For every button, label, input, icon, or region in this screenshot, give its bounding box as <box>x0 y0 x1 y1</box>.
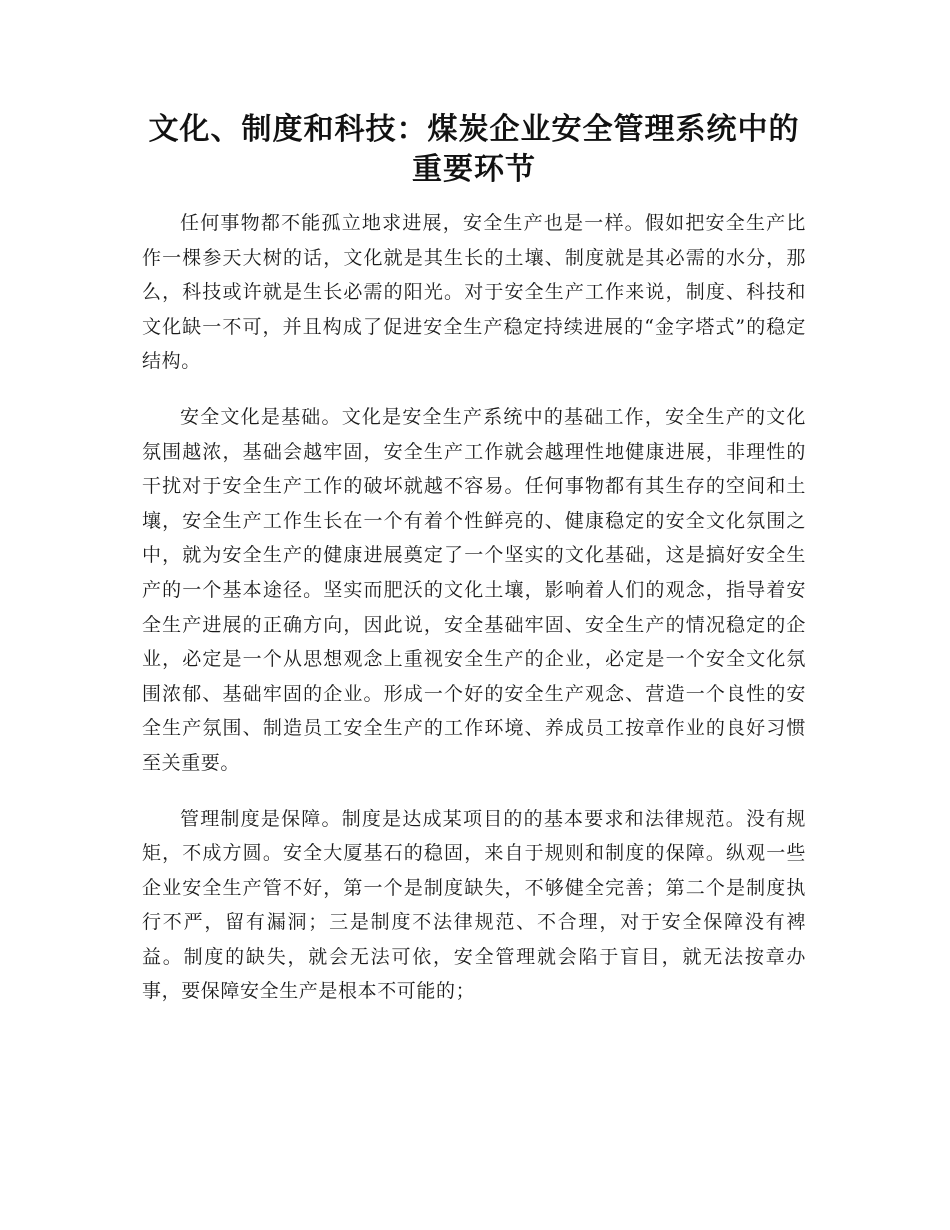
paragraph-intro: 任何事物都不能孤立地求进展，安全生产也是一样。假如把安全生产比作一棵参天大树的话，文化就是其生长的土壤、制度就是其必需的水分，那么，科技或许就是生长必需的阳光。对于安全生产工作来说，制度、科技和文化缺一不可，并且构成了促进安全生产稳定持续进展的“金字塔式”的稳定结构。 <box>142 212 806 373</box>
paragraph-management-system: 管理制度是保障。制度是达成某项目的的基本要求和法律规范。没有规矩，不成方圆。安全大厦基石的稳固，来自于规则和制度的保障。纵观一些企业安全生产管不好，第一个是制度缺失，不够健全完善；第二个是制度执行不严，留有漏洞；三是制度不法律规范、不合理，对于安全保障没有裨益。制度的缺失，就会无法可依，安全管理就会陷于盲目，就无法按章办事，要保障安全生产是根本不可能的； <box>142 807 806 1003</box>
paragraph-safety-culture: 安全文化是基础。文化是安全生产系统中的基础工作，安全生产的文化氛围越浓，基础会越牢固，安全生产工作就会越理性地健康进展，非理性的干扰对于安全生产工作的破坏就越不容易。任何事物都有其生存的空间和土壤，安全生产工作生长在一个有着个性鲜亮的、健康稳定的安全文化氛围之中，就为安全生产的健康进展奠定了一个坚实的文化基础，这是搞好安全生产的一个基本途径。坚实而肥沃的文化土壤，影响着人们的观念，指导着安全生产进展的正确方向，因此说，安全基础牢固、安全生产的情况稳定的企业，必定是一个从思想观念上重视安全生产的企业，必定是一个安全文化氛围浓郁、基础牢固的企业。形成一个好的安全生产观念、营造一个良性的安全生产氛围、制造员工安全生产的工作环境、养成员工按章作业的良好习惯至关重要。 <box>142 405 806 774</box>
document-title: 文化、制度和科技：煤炭企业安全管理系统中的重要环节 <box>148 112 800 187</box>
document-page <box>142 110 806 1009</box>
